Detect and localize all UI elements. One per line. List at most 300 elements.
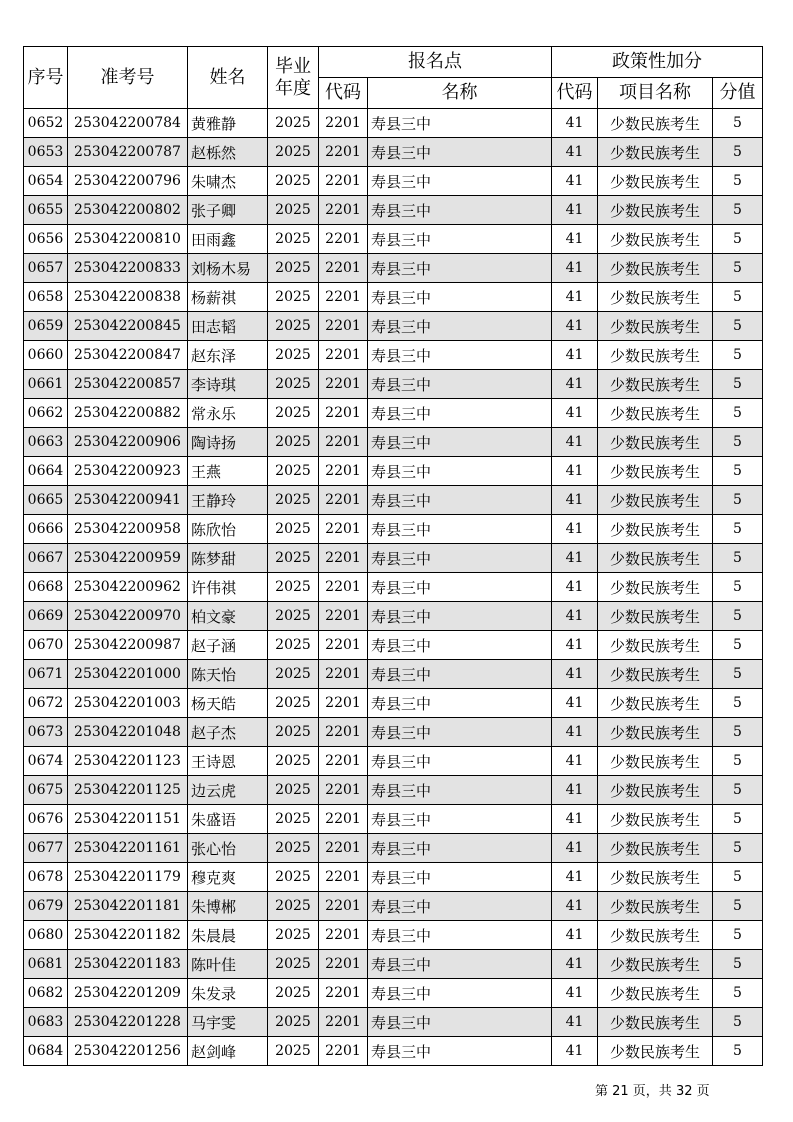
policy-code-cell: 41: [552, 138, 598, 167]
exam-no-cell: 253042200796: [68, 167, 188, 196]
site-name-cell: 寿县三中: [368, 863, 552, 892]
policy-score-cell: 5: [713, 979, 763, 1008]
grad-year-cell: 2025: [268, 312, 319, 341]
policy-score-cell: 5: [713, 573, 763, 602]
site-name-cell: 寿县三中: [368, 921, 552, 950]
policy-score-cell: 5: [713, 892, 763, 921]
table-row: [24, 254, 763, 283]
name-cell: 朱晨晨: [188, 921, 268, 950]
name-cell: 黄雅静: [188, 109, 268, 138]
policy-code-cell: 41: [552, 863, 598, 892]
policy-item-cell: 少数民族考生: [598, 747, 713, 776]
policy-code-cell: 41: [552, 1037, 598, 1066]
table-row: [24, 921, 763, 950]
exam-no-cell: 253042201181: [68, 892, 188, 921]
table-row: [24, 1037, 763, 1066]
site-name-cell: 寿县三中: [368, 892, 552, 921]
site-name-cell: 寿县三中: [368, 950, 552, 979]
exam-no-cell: 253042201125: [68, 776, 188, 805]
seq-cell: 0664: [24, 457, 68, 486]
grad-year-cell: 2025: [268, 921, 319, 950]
policy-code-cell: 41: [552, 109, 598, 138]
policy-code-cell: 41: [552, 428, 598, 457]
grad-year-cell: 2025: [268, 428, 319, 457]
grad-year-cell: 2025: [268, 225, 319, 254]
site-name-cell: 寿县三中: [368, 573, 552, 602]
grad-year-cell: 2025: [268, 486, 319, 515]
policy-code-cell: 41: [552, 979, 598, 1008]
site-code-cell: 2201: [319, 283, 368, 312]
site-name-cell: 寿县三中: [368, 428, 552, 457]
grad-year-cell: 2025: [268, 718, 319, 747]
header-site-code: 代码: [319, 78, 368, 109]
table-row: [24, 196, 763, 225]
grad-year-cell: 2025: [268, 1037, 319, 1066]
policy-item-cell: 少数民族考生: [598, 863, 713, 892]
site-code-cell: 2201: [319, 776, 368, 805]
policy-score-cell: 5: [713, 341, 763, 370]
grad-year-cell: 2025: [268, 254, 319, 283]
policy-code-cell: 41: [552, 689, 598, 718]
name-cell: 朱啸杰: [188, 167, 268, 196]
table-row: [24, 312, 763, 341]
table-row: [24, 602, 763, 631]
table-row: [24, 718, 763, 747]
table-row: [24, 486, 763, 515]
seq-cell: 0657: [24, 254, 68, 283]
table-row: [24, 428, 763, 457]
site-code-cell: 2201: [319, 254, 368, 283]
table-row: [24, 747, 763, 776]
site-name-cell: 寿县三中: [368, 312, 552, 341]
seq-cell: 0676: [24, 805, 68, 834]
table-row: [24, 776, 763, 805]
header-site-name: 名称: [368, 78, 552, 109]
site-code-cell: 2201: [319, 805, 368, 834]
policy-code-cell: 41: [552, 921, 598, 950]
policy-score-cell: 5: [713, 167, 763, 196]
site-code-cell: 2201: [319, 428, 368, 457]
name-cell: 边云虎: [188, 776, 268, 805]
seq-cell: 0684: [24, 1037, 68, 1066]
exam-no-cell: 253042201182: [68, 921, 188, 950]
policy-code-cell: 41: [552, 602, 598, 631]
policy-code-cell: 41: [552, 254, 598, 283]
policy-item-cell: 少数民族考生: [598, 486, 713, 515]
policy-code-cell: 41: [552, 631, 598, 660]
grad-year-cell: 2025: [268, 979, 319, 1008]
site-code-cell: 2201: [319, 747, 368, 776]
exam-no-cell: 253042201179: [68, 863, 188, 892]
policy-score-cell: 5: [713, 312, 763, 341]
table-row: [24, 892, 763, 921]
name-cell: 陶诗扬: [188, 428, 268, 457]
seq-cell: 0683: [24, 1008, 68, 1037]
site-name-cell: 寿县三中: [368, 718, 552, 747]
grad-year-cell: 2025: [268, 660, 319, 689]
policy-score-cell: 5: [713, 602, 763, 631]
exam-no-cell: 253042201003: [68, 689, 188, 718]
grad-year-cell: 2025: [268, 863, 319, 892]
policy-code-cell: 41: [552, 834, 598, 863]
exam-no-cell: 253042201256: [68, 1037, 188, 1066]
exam-no-cell: 253042200906: [68, 428, 188, 457]
policy-score-cell: 5: [713, 254, 763, 283]
grad-year-cell: 2025: [268, 805, 319, 834]
seq-cell: 0672: [24, 689, 68, 718]
name-cell: 李诗琪: [188, 370, 268, 399]
table-row: [24, 544, 763, 573]
header-grad-year: [268, 47, 319, 109]
name-cell: 张心怡: [188, 834, 268, 863]
policy-score-cell: 5: [713, 486, 763, 515]
policy-code-cell: 41: [552, 660, 598, 689]
policy-code-cell: 41: [552, 573, 598, 602]
policy-item-cell: 少数民族考生: [598, 370, 713, 399]
site-name-cell: 寿县三中: [368, 341, 552, 370]
policy-item-cell: 少数民族考生: [598, 196, 713, 225]
name-cell: 朱博郴: [188, 892, 268, 921]
policy-score-cell: 5: [713, 138, 763, 167]
policy-score-cell: 5: [713, 660, 763, 689]
site-code-cell: 2201: [319, 660, 368, 689]
header-seq: 序号: [24, 47, 68, 109]
grad-year-cell: 2025: [268, 776, 319, 805]
grad-year-cell: 2025: [268, 892, 319, 921]
site-name-cell: 寿县三中: [368, 544, 552, 573]
table-row: [24, 834, 763, 863]
grad-year-cell: 2025: [268, 1008, 319, 1037]
policy-item-cell: 少数民族考生: [598, 805, 713, 834]
name-cell: 陈天怡: [188, 660, 268, 689]
site-name-cell: 寿县三中: [368, 167, 552, 196]
policy-score-cell: 5: [713, 689, 763, 718]
policy-score-cell: 5: [713, 747, 763, 776]
site-code-cell: 2201: [319, 399, 368, 428]
site-code-cell: 2201: [319, 312, 368, 341]
header-policy-code: 代码: [552, 78, 598, 109]
policy-code-cell: 41: [552, 747, 598, 776]
header-exam-no: 准考号: [68, 47, 188, 109]
policy-item-cell: 少数民族考生: [598, 399, 713, 428]
grad-year-cell: 2025: [268, 631, 319, 660]
grad-year-cell: 2025: [268, 950, 319, 979]
policy-code-cell: 41: [552, 370, 598, 399]
grad-year-cell: 2025: [268, 457, 319, 486]
site-code-cell: 2201: [319, 544, 368, 573]
policy-item-cell: 少数民族考生: [598, 921, 713, 950]
grad-year-cell: 2025: [268, 109, 319, 138]
policy-score-cell: 5: [713, 631, 763, 660]
policy-code-cell: 41: [552, 341, 598, 370]
name-cell: 常永乐: [188, 399, 268, 428]
grad-year-cell: 2025: [268, 370, 319, 399]
table-row: [24, 138, 763, 167]
site-name-cell: 寿县三中: [368, 196, 552, 225]
name-cell: 赵子杰: [188, 718, 268, 747]
table-row: [24, 573, 763, 602]
policy-score-cell: 5: [713, 428, 763, 457]
grad-year-cell: 2025: [268, 834, 319, 863]
table-row: [24, 979, 763, 1008]
site-code-cell: 2201: [319, 979, 368, 1008]
site-code-cell: 2201: [319, 109, 368, 138]
name-cell: 赵东泽: [188, 341, 268, 370]
policy-item-cell: 少数民族考生: [598, 631, 713, 660]
grad-year-cell: 2025: [268, 544, 319, 573]
header-policy-group: 政策性加分: [552, 47, 763, 78]
table-row: [24, 689, 763, 718]
seq-cell: 0677: [24, 834, 68, 863]
policy-score-cell: 5: [713, 515, 763, 544]
policy-code-cell: 41: [552, 283, 598, 312]
exam-no-cell: 253042200987: [68, 631, 188, 660]
grad-year-cell: 2025: [268, 399, 319, 428]
exam-no-cell: 253042200784: [68, 109, 188, 138]
policy-item-cell: 少数民族考生: [598, 1037, 713, 1066]
table-header: [24, 47, 763, 109]
name-cell: 田志韬: [188, 312, 268, 341]
table-row: [24, 515, 763, 544]
exam-no-cell: 253042200802: [68, 196, 188, 225]
policy-item-cell: 少数民族考生: [598, 660, 713, 689]
policy-score-cell: 5: [713, 1037, 763, 1066]
grad-year-cell: 2025: [268, 138, 319, 167]
site-name-cell: 寿县三中: [368, 1037, 552, 1066]
policy-item-cell: 少数民族考生: [598, 573, 713, 602]
policy-item-cell: 少数民族考生: [598, 457, 713, 486]
policy-code-cell: 41: [552, 950, 598, 979]
site-code-cell: 2201: [319, 457, 368, 486]
policy-code-cell: 41: [552, 457, 598, 486]
exam-no-cell: 253042200838: [68, 283, 188, 312]
exam-no-cell: 253042200833: [68, 254, 188, 283]
exam-no-cell: 253042201228: [68, 1008, 188, 1037]
policy-item-cell: 少数民族考生: [598, 515, 713, 544]
site-code-cell: 2201: [319, 1037, 368, 1066]
policy-score-cell: 5: [713, 1008, 763, 1037]
name-cell: 王燕: [188, 457, 268, 486]
policy-code-cell: 41: [552, 486, 598, 515]
exam-no-cell: 253042200958: [68, 515, 188, 544]
name-cell: 刘杨木易: [188, 254, 268, 283]
table-row: [24, 1008, 763, 1037]
policy-score-cell: 5: [713, 399, 763, 428]
policy-score-cell: 5: [713, 109, 763, 138]
exam-no-cell: 253042201151: [68, 805, 188, 834]
seq-cell: 0659: [24, 312, 68, 341]
seq-cell: 0680: [24, 921, 68, 950]
seq-cell: 0669: [24, 602, 68, 631]
name-cell: 陈梦甜: [188, 544, 268, 573]
header-site-group: 报名点: [319, 47, 552, 78]
site-code-cell: 2201: [319, 631, 368, 660]
site-code-cell: 2201: [319, 167, 368, 196]
seq-cell: 0667: [24, 544, 68, 573]
grad-year-cell: 2025: [268, 196, 319, 225]
header-policy-score: 分值: [713, 78, 763, 109]
site-name-cell: 寿县三中: [368, 225, 552, 254]
name-cell: 杨天皓: [188, 689, 268, 718]
name-cell: 田雨鑫: [188, 225, 268, 254]
policy-item-cell: 少数民族考生: [598, 776, 713, 805]
name-cell: 杨薪祺: [188, 283, 268, 312]
site-code-cell: 2201: [319, 921, 368, 950]
exam-no-cell: 253042201209: [68, 979, 188, 1008]
seq-cell: 0665: [24, 486, 68, 515]
table-row: [24, 660, 763, 689]
seq-cell: 0663: [24, 428, 68, 457]
policy-code-cell: 41: [552, 892, 598, 921]
name-cell: 赵子涵: [188, 631, 268, 660]
site-name-cell: 寿县三中: [368, 457, 552, 486]
exam-no-cell: 253042200810: [68, 225, 188, 254]
site-name-cell: 寿县三中: [368, 109, 552, 138]
policy-item-cell: 少数民族考生: [598, 689, 713, 718]
policy-item-cell: 少数民族考生: [598, 167, 713, 196]
name-cell: 许伟祺: [188, 573, 268, 602]
policy-item-cell: 少数民族考生: [598, 544, 713, 573]
seq-cell: 0655: [24, 196, 68, 225]
table-row: [24, 863, 763, 892]
policy-score-cell: 5: [713, 544, 763, 573]
policy-code-cell: 41: [552, 515, 598, 544]
name-cell: 柏文豪: [188, 602, 268, 631]
site-name-cell: 寿县三中: [368, 138, 552, 167]
exam-no-cell: 253042201048: [68, 718, 188, 747]
site-code-cell: 2201: [319, 950, 368, 979]
table-row: [24, 805, 763, 834]
policy-item-cell: 少数民族考生: [598, 834, 713, 863]
table-row: [24, 341, 763, 370]
name-cell: 王诗恩: [188, 747, 268, 776]
policy-item-cell: 少数民族考生: [598, 254, 713, 283]
site-name-cell: 寿县三中: [368, 631, 552, 660]
exam-no-cell: 253042201000: [68, 660, 188, 689]
site-code-cell: 2201: [319, 892, 368, 921]
seq-cell: 0668: [24, 573, 68, 602]
seq-cell: 0682: [24, 979, 68, 1008]
policy-score-cell: 5: [713, 776, 763, 805]
site-code-cell: 2201: [319, 1008, 368, 1037]
policy-item-cell: 少数民族考生: [598, 892, 713, 921]
seq-cell: 0671: [24, 660, 68, 689]
site-code-cell: 2201: [319, 573, 368, 602]
table-row: [24, 631, 763, 660]
policy-item-cell: 少数民族考生: [598, 109, 713, 138]
page-footer: 第 21 页，共 32 页: [595, 1084, 710, 1099]
exam-no-cell: 253042200941: [68, 486, 188, 515]
table-row: [24, 399, 763, 428]
policy-code-cell: 41: [552, 399, 598, 428]
seq-cell: 0656: [24, 225, 68, 254]
grad-year-cell: 2025: [268, 341, 319, 370]
site-code-cell: 2201: [319, 138, 368, 167]
site-name-cell: 寿县三中: [368, 689, 552, 718]
exam-no-cell: 253042200787: [68, 138, 188, 167]
table-row: [24, 283, 763, 312]
policy-item-cell: 少数民族考生: [598, 428, 713, 457]
exam-no-cell: 253042201123: [68, 747, 188, 776]
site-name-cell: 寿县三中: [368, 602, 552, 631]
name-cell: 赵栎然: [188, 138, 268, 167]
name-cell: 赵剑峰: [188, 1037, 268, 1066]
seq-cell: 0653: [24, 138, 68, 167]
table-body: [24, 109, 763, 1066]
site-code-cell: 2201: [319, 834, 368, 863]
name-cell: 王静玲: [188, 486, 268, 515]
policy-item-cell: 少数民族考生: [598, 341, 713, 370]
site-code-cell: 2201: [319, 863, 368, 892]
seq-cell: 0661: [24, 370, 68, 399]
exam-no-cell: 253042200959: [68, 544, 188, 573]
name-cell: 朱发录: [188, 979, 268, 1008]
grad-year-cell: 2025: [268, 573, 319, 602]
site-name-cell: 寿县三中: [368, 834, 552, 863]
grad-year-cell: 2025: [268, 689, 319, 718]
table-row: [24, 457, 763, 486]
site-name-cell: 寿县三中: [368, 370, 552, 399]
site-name-cell: 寿县三中: [368, 747, 552, 776]
policy-code-cell: 41: [552, 544, 598, 573]
name-cell: 朱盛语: [188, 805, 268, 834]
table-row: [24, 370, 763, 399]
policy-item-cell: 少数民族考生: [598, 1008, 713, 1037]
seq-cell: 0675: [24, 776, 68, 805]
policy-score-cell: 5: [713, 196, 763, 225]
candidate-table: [23, 46, 763, 1066]
name-cell: 陈欣怡: [188, 515, 268, 544]
grad-year-cell: 2025: [268, 747, 319, 776]
site-name-cell: 寿县三中: [368, 486, 552, 515]
table-row: [24, 167, 763, 196]
site-code-cell: 2201: [319, 196, 368, 225]
seq-cell: 0658: [24, 283, 68, 312]
grad-year-cell: 2025: [268, 283, 319, 312]
exam-no-cell: 253042200857: [68, 370, 188, 399]
policy-item-cell: 少数民族考生: [598, 283, 713, 312]
policy-item-cell: 少数民族考生: [598, 950, 713, 979]
policy-score-cell: 5: [713, 718, 763, 747]
site-name-cell: 寿县三中: [368, 979, 552, 1008]
exam-no-cell: 253042200847: [68, 341, 188, 370]
policy-score-cell: 5: [713, 805, 763, 834]
policy-item-cell: 少数民族考生: [598, 602, 713, 631]
policy-score-cell: 5: [713, 457, 763, 486]
policy-code-cell: 41: [552, 805, 598, 834]
site-code-cell: 2201: [319, 486, 368, 515]
site-name-cell: 寿县三中: [368, 515, 552, 544]
exam-no-cell: 253042200970: [68, 602, 188, 631]
site-name-cell: 寿县三中: [368, 805, 552, 834]
site-name-cell: 寿县三中: [368, 283, 552, 312]
seq-cell: 0679: [24, 892, 68, 921]
policy-score-cell: 5: [713, 863, 763, 892]
policy-score-cell: 5: [713, 950, 763, 979]
seq-cell: 0652: [24, 109, 68, 138]
site-name-cell: 寿县三中: [368, 660, 552, 689]
policy-score-cell: 5: [713, 283, 763, 312]
policy-item-cell: 少数民族考生: [598, 138, 713, 167]
policy-code-cell: 41: [552, 196, 598, 225]
seq-cell: 0681: [24, 950, 68, 979]
exam-no-cell: 253042200962: [68, 573, 188, 602]
site-code-cell: 2201: [319, 341, 368, 370]
name-cell: 马宇雯: [188, 1008, 268, 1037]
seq-cell: 0662: [24, 399, 68, 428]
seq-cell: 0674: [24, 747, 68, 776]
table-row: [24, 950, 763, 979]
